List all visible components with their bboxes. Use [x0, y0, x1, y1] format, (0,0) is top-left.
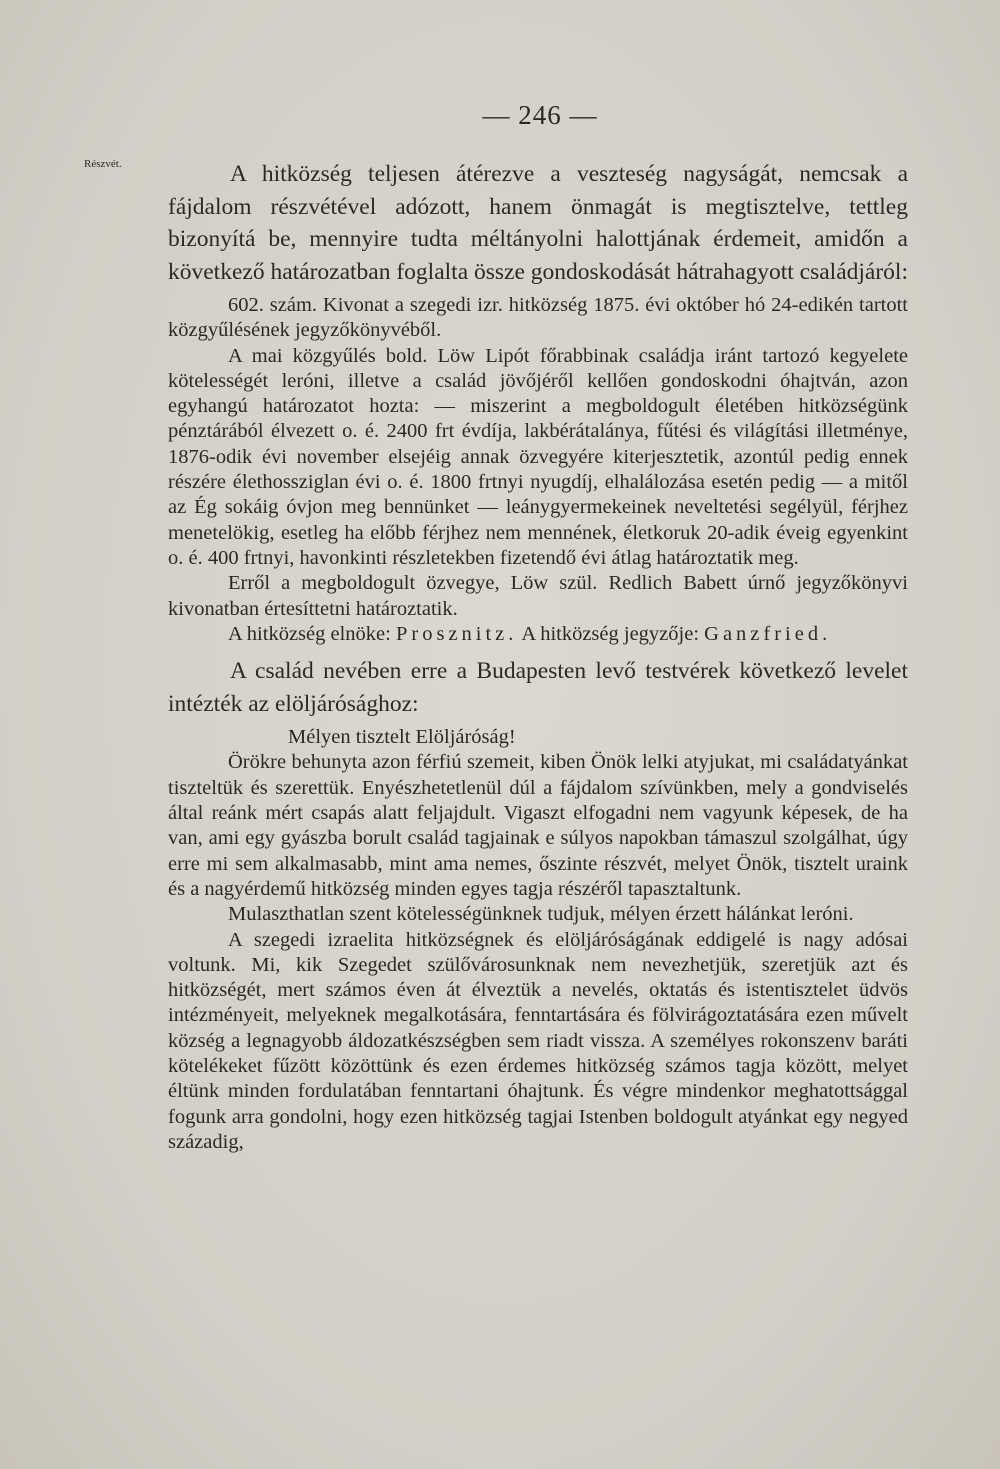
- resolution-signatures: [168, 622, 908, 647]
- resolution-header: 602. szám. Kivonat a szegedi izr. hitközség 1875. évi október hó 24-edikén tartott közgyűlésének jegyzőkönyvéből.: [168, 294, 908, 342]
- letter-paragraph-3: A szegedi izraelita hitközségnek és elöljáróságának eddigelé is nagy adósai voltunk. Mi, kik Szegedet szülővárosunknak nem nevezhetjük, szeretjük azt és hitközségét, mert számos éven át élveztük a nevelés, oktatás és istentisztelet üdvös intézményeit, melyeknek megalkotására, fenntartására és fölvirágoztatására ezen művelt község a legnagyobb áldozatkészségben sem riadt vissza. A személyes rokonszenv baráti kötelékeket fűzött közöttünk és ezen érdemes hitközség számos tagja között, melyet éltünk minden fordulatában fenntartani óhajtunk. És végre mindenkor meghatottsággal fogunk arra gondolni, hogy ezen hitközség tagjai Istenben boldogult atyánkat egy negyed századig,: [168, 928, 908, 1153]
- resolution-body: A mai közgyűlés bold. Löw Lipót főrabbinak családja iránt tartozó kegyelete kötelességét leróni, illetve a család jövőjéről kellően gondoskodni óhajtván, azon egyhangú határozatot hozta: — miszerint a megboldogult életében hitközségünk pénztárából élvezett o. é. 2400 frt évdíja, lakbérátalánya, fűtési és világítási illetménye, 1876-odik évi november elsejéig annak özvegyére kiterjesztetik, azontúl pedig ennek részére élethossziglan évi o. é. 1800 frtnyi nyugdíj, elhalálozása esetén pedig — a mitől az Ég sokáig óvjon meg bennünket — leánygyermekeinek neveltetési segélyül, férjhez menetelökig, esetleg ha előbb férjhez nem mennének, életkoruk 20-adik éveig egyenkint o. é. 400 frtnyi, havonkinti részletekben fizetendő évi átlag határoztatik meg.: [168, 344, 908, 569]
- margin-note: Részvét.: [84, 158, 122, 170]
- page-number: — 246 —: [482, 100, 598, 130]
- family-intro-paragraph: A család nevében erre a Budapesten levő testvérek következő levelet intézték az elöljárósághoz:: [168, 658, 908, 717]
- signature-mid: A hitközség jegyzője:: [521, 622, 700, 645]
- president-name: Prosznitz.: [395, 622, 518, 645]
- signature-prefix: A hitközség elnöke:: [228, 622, 391, 645]
- secretary-name: Ganzfried.: [704, 622, 832, 645]
- letter-salutation: Mélyen tisztelt Elöljáróság!: [288, 726, 516, 749]
- letter-paragraph-1: Örökre behunyta azon férfiú szemeit, kiben Önök lelki atyjukat, mi családatyánkat tiszteltük és szerettük. Enyészhetetlenül dúl a fájdalom szívünkben, mely a gondviselés által reánk mért csapás alatt feljajdult. Vigaszt elfogadni nem vagyunk képesek, de ha van, ami egy gyászba borult család tagjainak e súlyos napokban támaszul szolgálhat, úgy erre mi sem alkalmasabb, mint ama nemes, őszinte részvét, melyet Önök, tisztelt uraink és a nagyérdemű hitközség minden egyes tagja részéről tapasztaltunk.: [168, 751, 908, 900]
- resolution-notice: Erről a megboldogult özvegye, Löw szül. Redlich Babett úrnő jegyzőkönyvi kivonatban értesíttetni határoztatik.: [168, 572, 908, 620]
- page-text: [168, 158, 908, 1155]
- intro-paragraph: A hitközség teljesen átérezve a veszteség nagyságát, nemcsak a fájdalom részvétével adózott, hanem önmagát is megtisztelve, tettleg bizonyítá be, mennyire tudta méltányolni halottjának érdemeit, amidőn a következő határozatban foglalta össze gondoskodását hátrahagyott családjáról:: [168, 161, 908, 285]
- letter-paragraph-2: Mulaszthatlan szent kötelességünknek tudjuk, mélyen érzett hálánkat leróni.: [228, 903, 854, 926]
